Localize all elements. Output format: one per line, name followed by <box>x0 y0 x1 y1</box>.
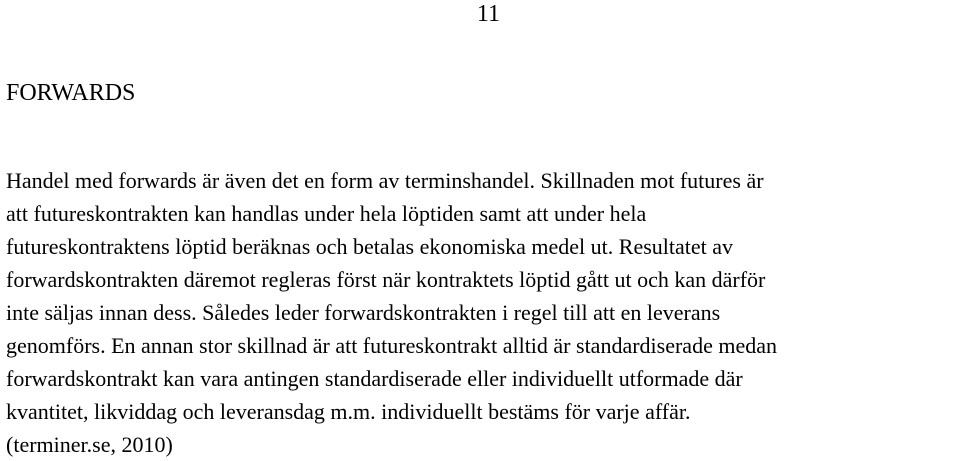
section-heading: FORWARDS <box>6 80 136 106</box>
paragraph-line: Handel med forwards är även det en form av terminshandel. Skillnaden mot futures är <box>6 168 764 193</box>
page-number: 11 <box>476 1 500 27</box>
paragraph-line: forwardskontrakten däremot regleras först när kontraktets löptid gått ut och kan därför <box>6 267 766 292</box>
paragraph-line: inte säljas innan dess. Således leder forwardskontrakten i regel till att en leverans <box>6 300 721 325</box>
body-paragraph <box>6 164 956 461</box>
paragraph-line: futureskontraktens löptid beräknas och betalas ekonomiska medel ut. Resultatet av <box>6 234 734 259</box>
paragraph-line: kvantitet, likviddag och leveransdag m.m. individuellt bestäms för varje affär. <box>6 399 691 424</box>
paragraph-line: forwardskontrakt kan vara antingen standardiserade eller individuellt utformade där <box>6 366 743 391</box>
citation: (terminer.se, 2010) <box>6 432 173 457</box>
paragraph-line: genomförs. En annan stor skillnad är att futureskontrakt alltid är standardiserade medan <box>6 333 777 358</box>
paragraph-line: att futureskontrakten kan handlas under hela löptiden samt att under hela <box>6 201 647 226</box>
